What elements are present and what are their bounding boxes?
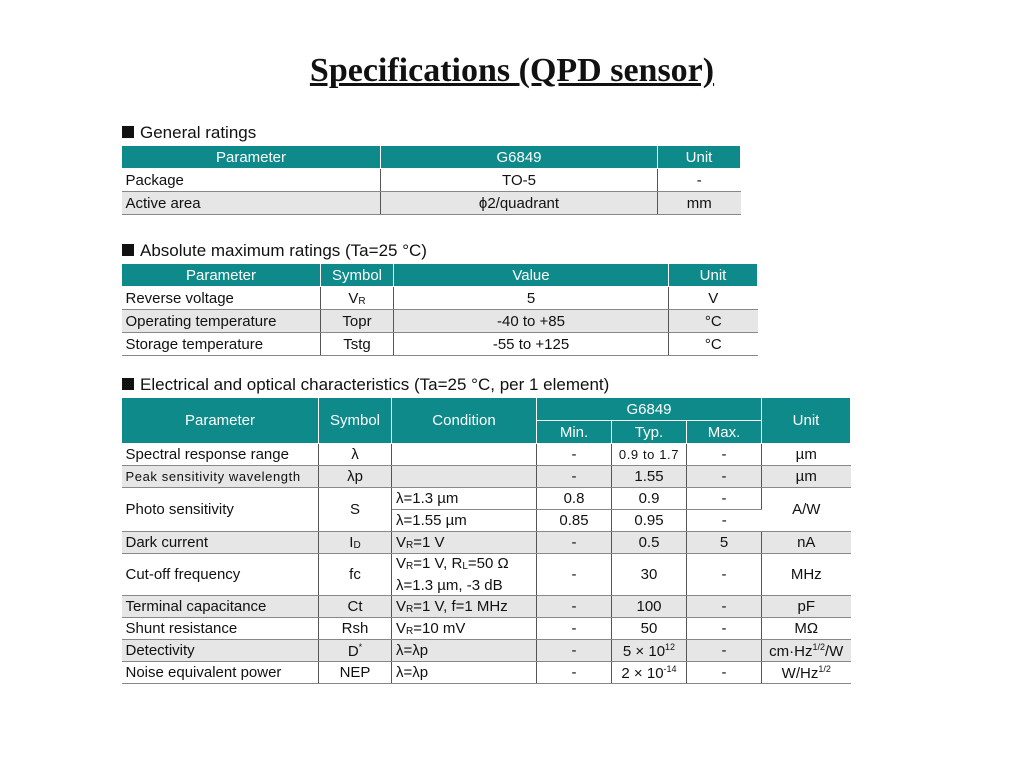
cond-sub: R [406,561,414,572]
table-header-row [122,398,851,421]
cell: 1.55 [612,466,687,488]
section-heading: Electrical and optical characteristics (Ta=25 °C, per 1 element) [140,375,610,394]
cell: Reverse voltage [122,287,321,310]
cell: NEP [319,662,392,684]
col-header: Unit [669,264,758,287]
cell: fc [319,554,392,596]
cell: - [658,169,741,192]
cell: λ=1.3 µm [392,488,537,510]
cell: Package [122,169,381,192]
cell: - [687,640,762,662]
cell: λ [319,444,392,466]
table-row [122,333,758,356]
table-row [122,488,851,510]
cond-sub: L [462,561,468,572]
cell [612,662,687,684]
col-header: Typ. [612,421,687,444]
electrical-characteristics-table [121,397,851,684]
cell: Ct [319,596,392,618]
cell: - [687,618,762,640]
cell: - [537,640,612,662]
cond-main: V [396,620,407,637]
table-row [122,169,741,192]
cell: -55 to +125 [394,333,669,356]
col-header: Condition [392,398,537,444]
cell: -40 to +85 [394,310,669,333]
cell: - [687,444,762,466]
col-header: Parameter [122,398,319,444]
cell: Operating temperature [122,310,321,333]
cond-rest: =1 V, f=1 MHz [413,598,508,615]
cell: - [537,444,612,466]
unit-main: cm·Hz [769,642,813,660]
cond-part: =50 Ω [467,555,509,572]
cond-part: V [396,555,407,572]
table-row [122,640,851,662]
cell: - [537,596,612,618]
cell: µm [762,444,851,466]
cell: - [537,532,612,554]
symbol-sub: R [358,295,366,307]
cell: Topr [321,310,394,333]
unit-main: W/Hz [781,664,819,682]
table-row [122,618,851,640]
table-row [122,554,851,596]
cell: λ=1.55 µm [392,510,537,532]
cond-rest: =1 V [413,534,445,551]
symbol-sup: * [358,641,363,652]
cell: Tstg [321,333,394,356]
cell [392,466,537,488]
cell [319,640,392,662]
table-row [122,596,851,618]
cell: MΩ [762,618,851,640]
unit-rest: /W [825,642,844,660]
typ-sup: 12 [665,641,676,652]
unit-sup: 1/2 [818,663,831,674]
cell: mm [658,192,741,215]
square-bullet-icon [122,126,134,138]
cond-line2: λ=1.3 µm, -3 dB [396,577,503,594]
square-bullet-icon [122,378,134,390]
cell: S [319,488,392,532]
cell [392,532,537,554]
cell [392,596,537,618]
cell: µm [762,466,851,488]
cell [392,444,537,466]
cell: 30 [612,554,687,596]
cell: - [537,554,612,596]
table-row [122,466,851,488]
section-electrical-optical [122,375,609,395]
cell: Peak sensitivity wavelength [122,466,319,488]
col-header: Min. [537,421,612,444]
cell [319,532,392,554]
cell: 50 [612,618,687,640]
col-header: Value [394,264,669,287]
general-ratings-table [121,145,741,215]
col-header: Symbol [319,398,392,444]
cell: - [537,618,612,640]
cell: pF [762,596,851,618]
cell: Terminal capacitance [122,596,319,618]
cell: λp [319,466,392,488]
section-absolute-max [122,241,427,261]
cell: Rsh [319,618,392,640]
cell: 100 [612,596,687,618]
table-row [122,532,851,554]
table-header-row [122,264,758,287]
cond-sub: R [406,604,414,615]
cell: °C [669,310,758,333]
col-header: Parameter [122,146,381,169]
cell: MHz [762,554,851,596]
cell [762,662,851,684]
table-row [122,310,758,333]
cell: 5 [394,287,669,310]
table-row [122,444,851,466]
cell [392,618,537,640]
square-bullet-icon [122,244,134,256]
cell: - [687,596,762,618]
cell: Spectral response range [122,444,319,466]
page-title: Specifications (QPD sensor) [309,52,715,89]
typ-sup: -14 [663,663,677,674]
cell [321,287,394,310]
section-heading: General ratings [140,123,257,142]
col-header: G6849 [381,146,658,169]
col-header-group: G6849 [537,398,762,421]
cond-main: V [396,534,407,551]
cell: - [537,662,612,684]
cell: 0.8 [537,488,612,510]
cell: 0.9 to 1.7 [612,444,687,466]
cell: 0.9 [612,488,687,510]
cond-main: V [396,598,407,615]
cell: Noise equivalent power [122,662,319,684]
symbol-main: I [349,534,354,551]
cell: 0.5 [612,532,687,554]
typ-main: 5 × 10 [622,642,666,660]
symbol-main: D [347,642,359,660]
col-header: Max. [687,421,762,444]
cell: 0.85 [537,510,612,532]
typ-main: 2 × 10 [621,664,664,682]
cond-sub: R [406,626,414,637]
cell: Shunt resistance [122,618,319,640]
cell: ϕ2/quadrant [381,192,658,215]
cell [612,640,687,662]
col-header: Unit [762,398,851,444]
cond-rest: =10 mV [413,620,466,637]
cell: Dark current [122,532,319,554]
cell: - [687,554,762,596]
cell: V [669,287,758,310]
cell: - [687,510,762,532]
absolute-max-table [121,263,758,356]
cell [762,640,851,662]
unit-sup: 1/2 [812,641,825,652]
table-row [122,287,758,310]
cond-sub: R [406,540,414,551]
cell: TO-5 [381,169,658,192]
symbol-main: V [348,289,359,307]
section-general-ratings [122,123,256,143]
table-row [122,192,741,215]
cell: Cut-off frequency [122,554,319,596]
section-heading: Absolute maximum ratings (Ta=25 °C) [140,241,427,260]
cell: 5 [687,532,762,554]
cell: λ=λp [392,640,537,662]
col-header: Symbol [321,264,394,287]
cell: - [537,466,612,488]
cell: Detectivity [122,640,319,662]
table-header-row [122,146,741,169]
col-header: Parameter [122,264,321,287]
table-row [122,662,851,684]
cell: - [687,488,762,510]
cell [392,554,537,596]
cell: nA [762,532,851,554]
cell: Photo sensitivity [122,488,319,532]
cell: λ=λp [392,662,537,684]
cell: - [687,466,762,488]
cond-part: =1 V, R [413,555,463,572]
cell: Active area [122,192,381,215]
cell: Storage temperature [122,333,321,356]
symbol-sub: D [353,540,361,551]
cell: 0.95 [612,510,687,532]
cell: - [687,662,762,684]
cell: A/W [762,488,851,532]
cell: °C [669,333,758,356]
col-header: Unit [658,146,741,169]
